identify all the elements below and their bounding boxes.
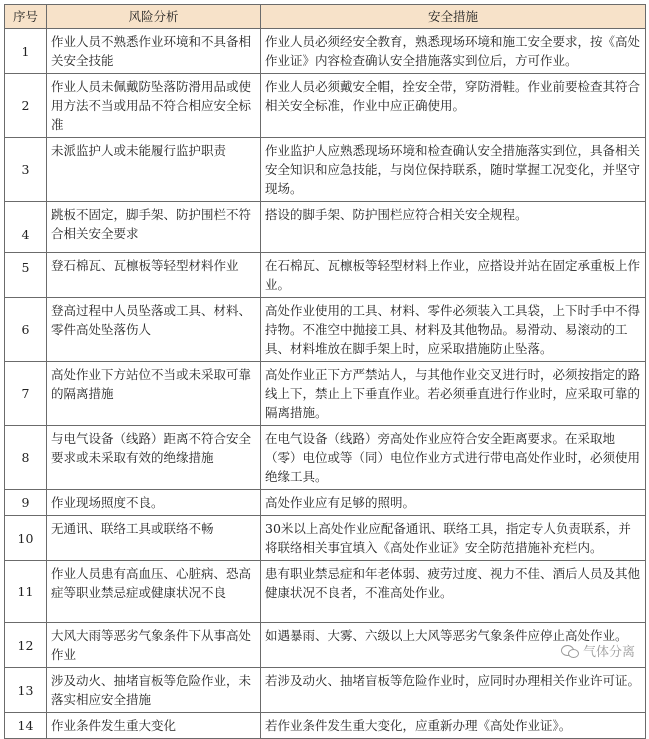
table-row	[5, 253, 646, 298]
risk-cell: 作业人员未佩戴防坠落防滑用品或使用方法不当或用品不符合相应安全标准	[47, 74, 261, 138]
header-safety-measures: 安全措施	[261, 5, 646, 29]
risk-cell: 作业人员不熟悉作业环境和不具备相关安全技能	[47, 29, 261, 74]
measure-cell: 在电气设备（线路）旁高处作业应符合安全距离要求。在采取地（零）电位或等（同）电位作业方式进行带电高处作业时，必须使用绝缘工具。	[261, 426, 646, 490]
measure-cell: 若作业条件发生重大变化，应重新办理《高处作业证》。	[261, 713, 646, 739]
measure-cell: 高处作业正下方严禁站人，与其他作业交叉进行时，必须按指定的路线上下，禁止上下垂直作业。若必须垂直进行作业时，应采取可靠的隔离措施。	[261, 362, 646, 426]
measure-cell: 如遇暴雨、大雾、六级以上大风等恶劣气象条件应停止高处作业。	[261, 623, 646, 668]
table-row	[5, 138, 646, 202]
measure-cell: 高处作业应有足够的照明。	[261, 490, 646, 516]
row-number: 2	[5, 74, 47, 138]
risk-cell: 作业条件发生重大变化	[47, 713, 261, 739]
row-number: 14	[5, 713, 47, 739]
table-row	[5, 668, 646, 713]
table-row	[5, 74, 646, 138]
row-number: 4	[5, 202, 47, 253]
header-risk-analysis: 风险分析	[47, 5, 261, 29]
table-row	[5, 516, 646, 561]
table-row	[5, 426, 646, 490]
row-number: 6	[5, 298, 47, 362]
measure-cell: 患有职业禁忌症和年老体弱、疲劳过度、视力不佳、酒后人员及其他健康状况不良者，不准高处作业。	[261, 561, 646, 623]
risk-cell: 无通讯、联络工具或联络不畅	[47, 516, 261, 561]
risk-cell: 登高过程中人员坠落或工具、材料、零件高处坠落伤人	[47, 298, 261, 362]
table-row	[5, 29, 646, 74]
row-number: 13	[5, 668, 47, 713]
watermark	[561, 641, 635, 660]
table-row	[5, 202, 646, 253]
risk-cell: 登石棉瓦、瓦檩板等轻型材料作业	[47, 253, 261, 298]
watermark-text: 气体分离	[582, 645, 635, 660]
row-number: 12	[5, 623, 47, 668]
measure-cell: 搭设的脚手架、防护围栏应符合相关安全规程。	[261, 202, 646, 253]
measure-cell: 30米以上高处作业应配备通讯、联络工具，指定专人负责联系，并将联络相关事宜填入《高处作业证》安全防范措施补充栏内。	[261, 516, 646, 561]
risk-cell: 作业现场照度不良。	[47, 490, 261, 516]
row-number: 7	[5, 362, 47, 426]
risk-cell: 涉及动火、抽堵盲板等危险作业，未落实相应安全措施	[47, 668, 261, 713]
table-row	[5, 490, 646, 516]
risk-measures-table	[4, 4, 646, 739]
measure-cell: 作业人员必须经安全教育，熟悉现场环境和施工安全要求，按《高处作业证》内容检查确认安全措施落实到位后，方可作业。	[261, 29, 646, 74]
row-number: 3	[5, 138, 47, 202]
row-number: 10	[5, 516, 47, 561]
header-number: 序号	[5, 5, 47, 29]
row-number: 5	[5, 253, 47, 298]
row-number: 9	[5, 490, 47, 516]
measure-cell: 高处作业使用的工具、材料、零件必须装入工具袋，上下时手中不得持物。不准空中抛接工具、材料及其他物品。易滑动、易滚动的工具、材料堆放在脚手架上时，应采取措施防止坠落。	[261, 298, 646, 362]
measure-cell: 若涉及动火、抽堵盲板等危险作业时，应同时办理相关作业许可证。	[261, 668, 646, 713]
risk-cell: 未派监护人或未能履行监护职责	[47, 138, 261, 202]
row-number: 11	[5, 561, 47, 623]
table-row	[5, 298, 646, 362]
measure-cell: 作业人员必须戴安全帽，拴安全带，穿防滑鞋。作业前要检查其符合相关安全标准，作业中应正确使用。	[261, 74, 646, 138]
risk-cell: 高处作业下方站位不当或未采取可靠的隔离措施	[47, 362, 261, 426]
risk-cell: 大风大雨等恶劣气象条件下从事高处作业	[47, 623, 261, 668]
risk-cell: 与电气设备（线路）距离不符合安全要求或未采取有效的绝缘措施	[47, 426, 261, 490]
row-number: 1	[5, 29, 47, 74]
measure-cell: 作业监护人应熟悉现场环境和检查确认安全措施落实到位，具备相关安全知识和应急技能，与岗位保持联系，随时掌握工况变化，并坚守现场。	[261, 138, 646, 202]
table-row	[5, 623, 646, 668]
risk-cell: 跳板不固定，脚手架、防护围栏不符合相关安全要求	[47, 202, 261, 253]
risk-cell: 作业人员患有高血压、心脏病、恐高症等职业禁忌症或健康状况不良	[47, 561, 261, 623]
measure-cell: 在石棉瓦、瓦檩板等轻型材料上作业，应搭设并站在固定承重板上作业。	[261, 253, 646, 298]
wechat-icon	[561, 644, 579, 658]
table-row	[5, 713, 646, 739]
table-row	[5, 561, 646, 623]
table-row	[5, 362, 646, 426]
row-number: 8	[5, 426, 47, 490]
table-header-row	[5, 5, 646, 29]
